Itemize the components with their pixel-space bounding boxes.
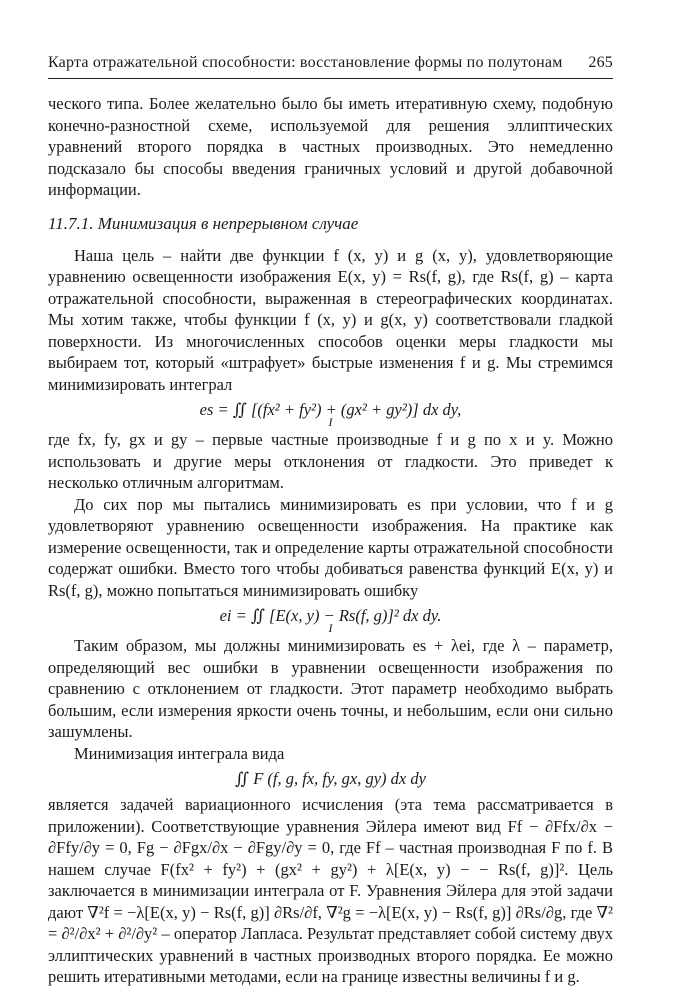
paragraph-integral-intro: Минимизация интеграла вида (74, 743, 285, 763)
equation-error-text: ei = ∬ [E(x, y) − Rs(f, g)]² dx dy. (219, 606, 442, 625)
equation-functional: ∬ F (f, g, fx, fy, gx, gy) dx dy (235, 769, 426, 788)
paragraph-lambda: Таким образом, мы должны минимизировать es + λei, где λ – параметр, определяющий вес ошибки в уравнении освещенности изображения по сравнению с отклонением от гладкости. Этот параметр необходимо выбрать большим, если измерения яркости очень точны, и небольшим, если они сильно зашумлены. (48, 636, 613, 741)
page-number: 265 (588, 54, 613, 71)
integral-domain-label: I (328, 415, 333, 429)
page-header (48, 54, 613, 79)
paragraph-continuation: ческого типа. Более желательно было бы иметь итеративную схему, подобную конечно-разностной схеме, используемой для решения эллиптических уравнений второго порядка в частных производных. Это немедленно подсказало бы способы введения граничных условий и другой добавочной информации. (48, 94, 613, 199)
document-page (48, 54, 613, 988)
paragraph-error: До сих пор мы пытались минимизировать es при условии, что f и g удовлетворяют уравнению освещенности изображения. На практике как измерение освещенности, так и определение карты отражательной способности содержат ошибки. Вместо того чтобы добиваться равенства функций E(x, y) и Rs(f, g), можно попытаться минимизировать ошибку (48, 494, 613, 600)
integral-domain-label: I (328, 621, 333, 635)
equation-smoothness (48, 398, 613, 429)
paragraph-goal: Наша цель – найти две функции f (x, y) и g (x, y), удовлетворяющие уравнению освещенности изображения E(x, y) = Rs(f, g), где Rs(f, g) – карта отражательной способности, выраженная в стереографических координатах. Мы хотим также, чтобы функции f (x, y) и g(x, y) соответствовали гладкой поверхности. Из многочисленных способов оценки меры гладкости мы выбираем тот, который «штрафует» быстрые изменения f и g. Мы стремимся минимизировать интеграл (48, 245, 613, 394)
equation-smoothness-text: es = ∬ [(fx² + fy²) + (gx² + gy²)] dx dy, (199, 400, 462, 419)
section-title: 11.7.1. Минимизация в непрерывном случае (48, 213, 359, 233)
page-body (48, 93, 613, 988)
equation-error (48, 604, 613, 635)
paragraph-derivatives: где fx, fy, gx и gy – первые частные производные f и g по x и y. Можно использовать и другие меры отклонения от гладкости. Это приведет к несколько отличным алгоритмам. (48, 430, 613, 492)
running-title: Карта отражательной способности: восстановление формы по полутонам (48, 54, 563, 71)
paragraph-euler: является задачей вариационного исчисления (эта тема рассматривается в приложении). Соответствующие уравнения Эйлера имеют вид Ff − ∂Ffx/∂x − ∂Ffy/∂y = 0, Fg − ∂Fgx/∂x − ∂Fgy/∂y = 0, где Ff – частная производная F по f. В нашем случае F(fx² + fy²) + (gx² + gy²) + λ[E(x, y) − − Rs(f, g)]². Цель заключается в минимизации интеграла от F. Уравнения Эйлера для этой задачи дают ∇²f = −λ[E(x, y) − Rs(f, g)] ∂Rs/∂f, ∇²g = −λ[E(x, y) − Rs(f, g)] ∂Rs/∂g, где ∇² = ∂²/∂x² + ∂²/∂y² – оператор Лапласа. Результат представляет собой систему двух эллиптических уравнений в частных производных второго порядка. Ее можно решить итеративными методами, если на границе известны величины f и g. (48, 795, 613, 986)
